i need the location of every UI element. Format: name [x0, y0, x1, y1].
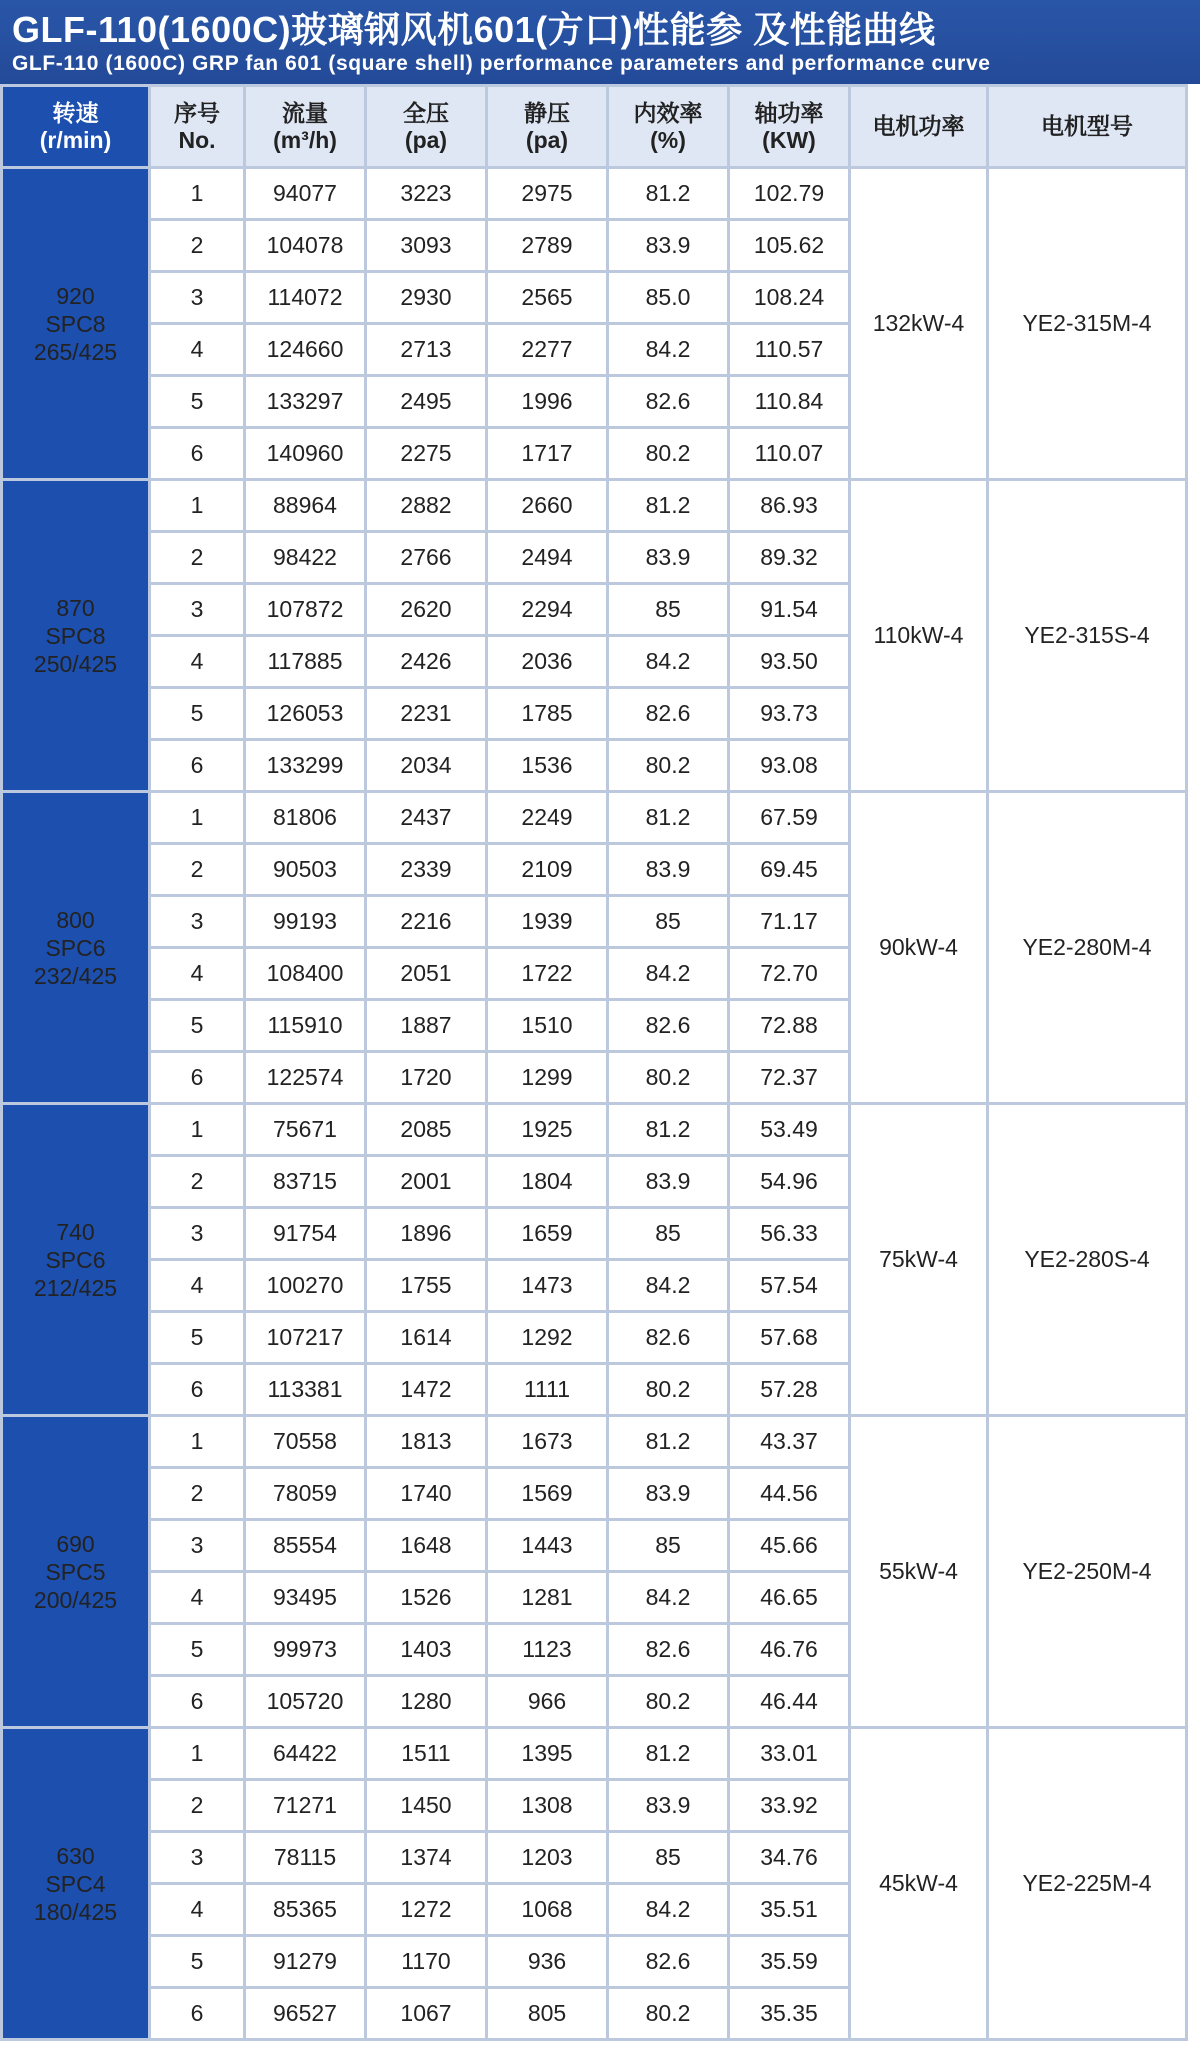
- cell-static-pressure: 2975: [488, 169, 606, 218]
- performance-table: [0, 84, 1188, 2041]
- cell-no: 6: [151, 741, 243, 790]
- cell-no: 3: [151, 897, 243, 946]
- cell-flow: 133299: [246, 741, 364, 790]
- motor-power-cell: 110kW-4: [851, 481, 986, 790]
- header-total-pressure-unit: (pa): [404, 126, 448, 153]
- cell-no: 1: [151, 1105, 243, 1154]
- cell-static-pressure: 1395: [488, 1729, 606, 1778]
- cell-total-pressure: 2231: [367, 689, 485, 738]
- cell-no: 2: [151, 1157, 243, 1206]
- cell-efficiency: 83.9: [609, 1781, 727, 1830]
- speed-pulley: 212/425: [33, 1274, 118, 1301]
- cell-total-pressure: 1614: [367, 1313, 485, 1362]
- cell-total-pressure: 2034: [367, 741, 485, 790]
- cell-shaft-power: 91.54: [730, 585, 848, 634]
- cell-efficiency: 80.2: [609, 1677, 727, 1726]
- speed-pulley: 250/425: [33, 650, 118, 677]
- cell-flow: 122574: [246, 1053, 364, 1102]
- header-speed: [3, 87, 148, 166]
- cell-static-pressure: 1536: [488, 741, 606, 790]
- header-no-unit: No.: [178, 126, 216, 153]
- motor-power-cell: 45kW-4: [851, 1729, 986, 2038]
- cell-no: 6: [151, 1053, 243, 1102]
- cell-efficiency: 80.2: [609, 1365, 727, 1414]
- cell-no: 4: [151, 637, 243, 686]
- cell-flow: 105720: [246, 1677, 364, 1726]
- motor-power-cell: 90kW-4: [851, 793, 986, 1102]
- cell-total-pressure: 1720: [367, 1053, 485, 1102]
- cell-total-pressure: 1374: [367, 1833, 485, 1882]
- cell-flow: 99973: [246, 1625, 364, 1674]
- cell-shaft-power: 72.37: [730, 1053, 848, 1102]
- motor-power-cell: 132kW-4: [851, 169, 986, 478]
- cell-total-pressure: 2216: [367, 897, 485, 946]
- motor-model-cell: YE2-250M-4: [989, 1417, 1185, 1726]
- cell-efficiency: 82.6: [609, 689, 727, 738]
- cell-efficiency: 81.2: [609, 169, 727, 218]
- cell-shaft-power: 93.73: [730, 689, 848, 738]
- cell-flow: 90503: [246, 845, 364, 894]
- cell-total-pressure: 2275: [367, 429, 485, 478]
- header-static-pressure: [488, 87, 606, 166]
- cell-efficiency: 81.2: [609, 793, 727, 842]
- cell-static-pressure: 1996: [488, 377, 606, 426]
- cell-total-pressure: 1403: [367, 1625, 485, 1674]
- cell-flow: 85365: [246, 1885, 364, 1934]
- cell-total-pressure: 2339: [367, 845, 485, 894]
- cell-static-pressure: 2494: [488, 533, 606, 582]
- cell-no: 3: [151, 1209, 243, 1258]
- cell-no: 1: [151, 1417, 243, 1466]
- cell-efficiency: 81.2: [609, 1105, 727, 1154]
- speed-rpm: 690: [56, 1530, 95, 1557]
- cell-total-pressure: 3093: [367, 221, 485, 270]
- header-flow-unit: (m³/h): [273, 126, 337, 153]
- cell-no: 5: [151, 1001, 243, 1050]
- cell-static-pressure: 1717: [488, 429, 606, 478]
- cell-efficiency: 82.6: [609, 1001, 727, 1050]
- speed-rpm: 920: [56, 282, 95, 309]
- cell-static-pressure: 1785: [488, 689, 606, 738]
- cell-flow: 104078: [246, 221, 364, 270]
- cell-efficiency: 82.6: [609, 1625, 727, 1674]
- speed-pulley: 265/425: [33, 338, 118, 365]
- cell-efficiency: 85: [609, 1521, 727, 1570]
- table-row: [3, 1105, 1185, 1154]
- cell-total-pressure: 1813: [367, 1417, 485, 1466]
- cell-static-pressure: 1111: [488, 1365, 606, 1414]
- cell-static-pressure: 2277: [488, 325, 606, 374]
- cell-no: 3: [151, 273, 243, 322]
- title-bar: [0, 0, 1200, 84]
- cell-total-pressure: 1280: [367, 1677, 485, 1726]
- cell-shaft-power: 86.93: [730, 481, 848, 530]
- cell-static-pressure: 1068: [488, 1885, 606, 1934]
- cell-no: 5: [151, 1625, 243, 1674]
- cell-efficiency: 84.2: [609, 949, 727, 998]
- cell-efficiency: 80.2: [609, 1053, 727, 1102]
- cell-shaft-power: 108.24: [730, 273, 848, 322]
- cell-no: 6: [151, 1989, 243, 2038]
- cell-total-pressure: 1648: [367, 1521, 485, 1570]
- cell-total-pressure: 1887: [367, 1001, 485, 1050]
- header-static-pressure-label: 静压: [524, 99, 570, 126]
- cell-flow: 107872: [246, 585, 364, 634]
- cell-flow: 88964: [246, 481, 364, 530]
- header-flow-label: 流量: [282, 99, 328, 126]
- cell-total-pressure: 2713: [367, 325, 485, 374]
- cell-flow: 93495: [246, 1573, 364, 1622]
- cell-no: 3: [151, 585, 243, 634]
- cell-shaft-power: 46.44: [730, 1677, 848, 1726]
- header-shaft-power: [730, 87, 848, 166]
- cell-static-pressure: 2294: [488, 585, 606, 634]
- speed-belt: SPC6: [45, 934, 106, 961]
- cell-shaft-power: 33.01: [730, 1729, 848, 1778]
- header-total-pressure: [367, 87, 485, 166]
- cell-total-pressure: 1450: [367, 1781, 485, 1830]
- cell-total-pressure: 2001: [367, 1157, 485, 1206]
- cell-static-pressure: 1281: [488, 1573, 606, 1622]
- cell-flow: 114072: [246, 273, 364, 322]
- header-no-label: 序号: [174, 99, 220, 126]
- cell-static-pressure: 1925: [488, 1105, 606, 1154]
- cell-total-pressure: 2620: [367, 585, 485, 634]
- cell-shaft-power: 67.59: [730, 793, 848, 842]
- cell-static-pressure: 1673: [488, 1417, 606, 1466]
- cell-flow: 124660: [246, 325, 364, 374]
- cell-efficiency: 81.2: [609, 481, 727, 530]
- cell-flow: 113381: [246, 1365, 364, 1414]
- cell-flow: 75671: [246, 1105, 364, 1154]
- motor-model-cell: YE2-315M-4: [989, 169, 1185, 478]
- cell-total-pressure: 1526: [367, 1573, 485, 1622]
- cell-static-pressure: 2565: [488, 273, 606, 322]
- cell-efficiency: 81.2: [609, 1729, 727, 1778]
- cell-static-pressure: 966: [488, 1677, 606, 1726]
- cell-shaft-power: 72.88: [730, 1001, 848, 1050]
- cell-shaft-power: 93.50: [730, 637, 848, 686]
- speed-cell: [3, 1417, 148, 1726]
- cell-shaft-power: 46.65: [730, 1573, 848, 1622]
- cell-flow: 108400: [246, 949, 364, 998]
- speed-pulley: 180/425: [33, 1898, 118, 1925]
- motor-model-cell: YE2-315S-4: [989, 481, 1185, 790]
- header-no: [151, 87, 243, 166]
- speed-cell: [3, 1729, 148, 2038]
- cell-no: 1: [151, 481, 243, 530]
- speed-pulley: 232/425: [33, 962, 118, 989]
- speed-cell: [3, 169, 148, 478]
- cell-efficiency: 83.9: [609, 221, 727, 270]
- cell-efficiency: 83.9: [609, 533, 727, 582]
- table-header-row: [3, 87, 1185, 166]
- cell-total-pressure: 1755: [367, 1261, 485, 1310]
- speed-belt: SPC8: [45, 310, 106, 337]
- cell-flow: 91279: [246, 1937, 364, 1986]
- cell-flow: 71271: [246, 1781, 364, 1830]
- cell-shaft-power: 54.96: [730, 1157, 848, 1206]
- cell-flow: 117885: [246, 637, 364, 686]
- cell-shaft-power: 93.08: [730, 741, 848, 790]
- cell-no: 3: [151, 1521, 243, 1570]
- cell-shaft-power: 43.37: [730, 1417, 848, 1466]
- cell-no: 4: [151, 325, 243, 374]
- cell-static-pressure: 2109: [488, 845, 606, 894]
- cell-flow: 96527: [246, 1989, 364, 2038]
- cell-efficiency: 83.9: [609, 1157, 727, 1206]
- cell-total-pressure: 2882: [367, 481, 485, 530]
- cell-flow: 94077: [246, 169, 364, 218]
- cell-no: 6: [151, 429, 243, 478]
- speed-rpm: 740: [56, 1218, 95, 1245]
- cell-static-pressure: 1443: [488, 1521, 606, 1570]
- cell-shaft-power: 105.62: [730, 221, 848, 270]
- cell-flow: 85554: [246, 1521, 364, 1570]
- cell-shaft-power: 110.84: [730, 377, 848, 426]
- header-speed-unit: (r/min): [39, 126, 112, 153]
- cell-shaft-power: 53.49: [730, 1105, 848, 1154]
- cell-no: 5: [151, 377, 243, 426]
- cell-efficiency: 85: [609, 585, 727, 634]
- cell-shaft-power: 89.32: [730, 533, 848, 582]
- cell-flow: 81806: [246, 793, 364, 842]
- cell-efficiency: 84.2: [609, 1885, 727, 1934]
- cell-total-pressure: 2426: [367, 637, 485, 686]
- cell-total-pressure: 1272: [367, 1885, 485, 1934]
- cell-shaft-power: 57.68: [730, 1313, 848, 1362]
- cell-static-pressure: 1939: [488, 897, 606, 946]
- cell-total-pressure: 1067: [367, 1989, 485, 2038]
- cell-no: 2: [151, 1469, 243, 1518]
- speed-belt: SPC6: [45, 1246, 106, 1273]
- cell-flow: 140960: [246, 429, 364, 478]
- cell-static-pressure: 2036: [488, 637, 606, 686]
- motor-model-cell: YE2-280M-4: [989, 793, 1185, 1102]
- motor-power-cell: 55kW-4: [851, 1417, 986, 1726]
- cell-shaft-power: 57.28: [730, 1365, 848, 1414]
- cell-efficiency: 80.2: [609, 429, 727, 478]
- cell-shaft-power: 57.54: [730, 1261, 848, 1310]
- cell-total-pressure: 2437: [367, 793, 485, 842]
- cell-efficiency: 85: [609, 1833, 727, 1882]
- cell-no: 2: [151, 533, 243, 582]
- cell-efficiency: 82.6: [609, 377, 727, 426]
- speed-rpm: 800: [56, 906, 95, 933]
- cell-shaft-power: 102.79: [730, 169, 848, 218]
- cell-flow: 100270: [246, 1261, 364, 1310]
- cell-static-pressure: 1510: [488, 1001, 606, 1050]
- cell-static-pressure: 1473: [488, 1261, 606, 1310]
- cell-total-pressure: 2495: [367, 377, 485, 426]
- cell-flow: 99193: [246, 897, 364, 946]
- table-row: [3, 1729, 1185, 1778]
- cell-no: 2: [151, 1781, 243, 1830]
- cell-efficiency: 80.2: [609, 1989, 727, 2038]
- cell-total-pressure: 3223: [367, 169, 485, 218]
- cell-shaft-power: 69.45: [730, 845, 848, 894]
- header-efficiency-label: 内效率: [633, 99, 703, 126]
- speed-belt: SPC5: [45, 1558, 106, 1585]
- cell-total-pressure: 2766: [367, 533, 485, 582]
- cell-efficiency: 85.0: [609, 273, 727, 322]
- header-shaft-power-unit: (KW): [762, 126, 816, 153]
- cell-efficiency: 84.2: [609, 1573, 727, 1622]
- page-title: GLF-110(1600C)玻璃钢风机601(方口)性能参 及性能曲线: [12, 9, 936, 50]
- speed-rpm: 870: [56, 594, 95, 621]
- cell-flow: 70558: [246, 1417, 364, 1466]
- cell-shaft-power: 33.92: [730, 1781, 848, 1830]
- cell-no: 4: [151, 1573, 243, 1622]
- cell-efficiency: 85: [609, 1209, 727, 1258]
- table-row: [3, 1417, 1185, 1466]
- cell-no: 1: [151, 793, 243, 842]
- cell-total-pressure: 1472: [367, 1365, 485, 1414]
- cell-static-pressure: 1722: [488, 949, 606, 998]
- speed-pulley: 200/425: [33, 1586, 118, 1613]
- cell-flow: 91754: [246, 1209, 364, 1258]
- cell-no: 6: [151, 1365, 243, 1414]
- cell-no: 6: [151, 1677, 243, 1726]
- cell-efficiency: 84.2: [609, 325, 727, 374]
- table-row: [3, 169, 1185, 218]
- cell-total-pressure: 2051: [367, 949, 485, 998]
- cell-flow: 78059: [246, 1469, 364, 1518]
- cell-static-pressure: 1292: [488, 1313, 606, 1362]
- table-row: [3, 793, 1185, 842]
- cell-shaft-power: 110.07: [730, 429, 848, 478]
- cell-no: 1: [151, 1729, 243, 1778]
- cell-static-pressure: 2660: [488, 481, 606, 530]
- speed-cell: [3, 481, 148, 790]
- cell-no: 1: [151, 169, 243, 218]
- motor-model-cell: YE2-225M-4: [989, 1729, 1185, 2038]
- cell-flow: 83715: [246, 1157, 364, 1206]
- cell-no: 5: [151, 1313, 243, 1362]
- header-speed-label: 转速: [52, 99, 99, 126]
- cell-shaft-power: 71.17: [730, 897, 848, 946]
- cell-efficiency: 83.9: [609, 845, 727, 894]
- cell-static-pressure: 2789: [488, 221, 606, 270]
- cell-efficiency: 80.2: [609, 741, 727, 790]
- speed-belt: SPC4: [45, 1870, 106, 1897]
- motor-power-cell: 75kW-4: [851, 1105, 986, 1414]
- cell-shaft-power: 35.51: [730, 1885, 848, 1934]
- cell-static-pressure: 936: [488, 1937, 606, 1986]
- cell-flow: 98422: [246, 533, 364, 582]
- cell-shaft-power: 110.57: [730, 325, 848, 374]
- speed-cell: [3, 793, 148, 1102]
- cell-total-pressure: 1511: [367, 1729, 485, 1778]
- cell-shaft-power: 44.56: [730, 1469, 848, 1518]
- cell-static-pressure: 805: [488, 1989, 606, 2038]
- cell-efficiency: 83.9: [609, 1469, 727, 1518]
- header-efficiency-unit: (%): [650, 126, 686, 153]
- cell-efficiency: 85: [609, 897, 727, 946]
- cell-no: 2: [151, 845, 243, 894]
- cell-efficiency: 84.2: [609, 1261, 727, 1310]
- cell-efficiency: 84.2: [609, 637, 727, 686]
- cell-flow: 115910: [246, 1001, 364, 1050]
- cell-flow: 78115: [246, 1833, 364, 1882]
- cell-static-pressure: 1569: [488, 1469, 606, 1518]
- header-shaft-power-label: 轴功率: [754, 99, 824, 126]
- cell-total-pressure: 2930: [367, 273, 485, 322]
- cell-static-pressure: 1659: [488, 1209, 606, 1258]
- cell-shaft-power: 34.76: [730, 1833, 848, 1882]
- cell-flow: 64422: [246, 1729, 364, 1778]
- cell-total-pressure: 2085: [367, 1105, 485, 1154]
- cell-shaft-power: 72.70: [730, 949, 848, 998]
- cell-static-pressure: 1308: [488, 1781, 606, 1830]
- cell-no: 5: [151, 689, 243, 738]
- header-flow: [246, 87, 364, 166]
- cell-shaft-power: 45.66: [730, 1521, 848, 1570]
- cell-shaft-power: 35.35: [730, 1989, 848, 2038]
- header-static-pressure-unit: (pa): [525, 126, 569, 153]
- cell-total-pressure: 1170: [367, 1937, 485, 1986]
- cell-static-pressure: 1123: [488, 1625, 606, 1674]
- table-row: [3, 481, 1185, 530]
- cell-efficiency: 82.6: [609, 1313, 727, 1362]
- cell-shaft-power: 56.33: [730, 1209, 848, 1258]
- cell-total-pressure: 1896: [367, 1209, 485, 1258]
- cell-flow: 133297: [246, 377, 364, 426]
- cell-flow: 107217: [246, 1313, 364, 1362]
- cell-no: 4: [151, 1885, 243, 1934]
- speed-rpm: 630: [56, 1842, 95, 1869]
- motor-model-cell: YE2-280S-4: [989, 1105, 1185, 1414]
- cell-no: 2: [151, 221, 243, 270]
- cell-efficiency: 81.2: [609, 1417, 727, 1466]
- cell-total-pressure: 1740: [367, 1469, 485, 1518]
- cell-no: 5: [151, 1937, 243, 1986]
- cell-no: 4: [151, 1261, 243, 1310]
- cell-static-pressure: 1203: [488, 1833, 606, 1882]
- cell-no: 4: [151, 949, 243, 998]
- table-body: [3, 169, 1185, 2038]
- cell-efficiency: 82.6: [609, 1937, 727, 1986]
- cell-static-pressure: 1804: [488, 1157, 606, 1206]
- cell-static-pressure: 1299: [488, 1053, 606, 1102]
- header-motor-power: 电机功率: [851, 87, 986, 166]
- page-subtitle: GLF-110 (1600C) GRP fan 601 (square shell) performance parameters and performance curve: [12, 52, 991, 75]
- speed-belt: SPC8: [45, 622, 106, 649]
- cell-shaft-power: 46.76: [730, 1625, 848, 1674]
- cell-no: 3: [151, 1833, 243, 1882]
- header-motor-model: 电机型号: [989, 87, 1185, 166]
- cell-flow: 126053: [246, 689, 364, 738]
- cell-shaft-power: 35.59: [730, 1937, 848, 1986]
- header-efficiency: [609, 87, 727, 166]
- header-total-pressure-label: 全压: [403, 99, 449, 126]
- speed-cell: [3, 1105, 148, 1414]
- cell-static-pressure: 2249: [488, 793, 606, 842]
